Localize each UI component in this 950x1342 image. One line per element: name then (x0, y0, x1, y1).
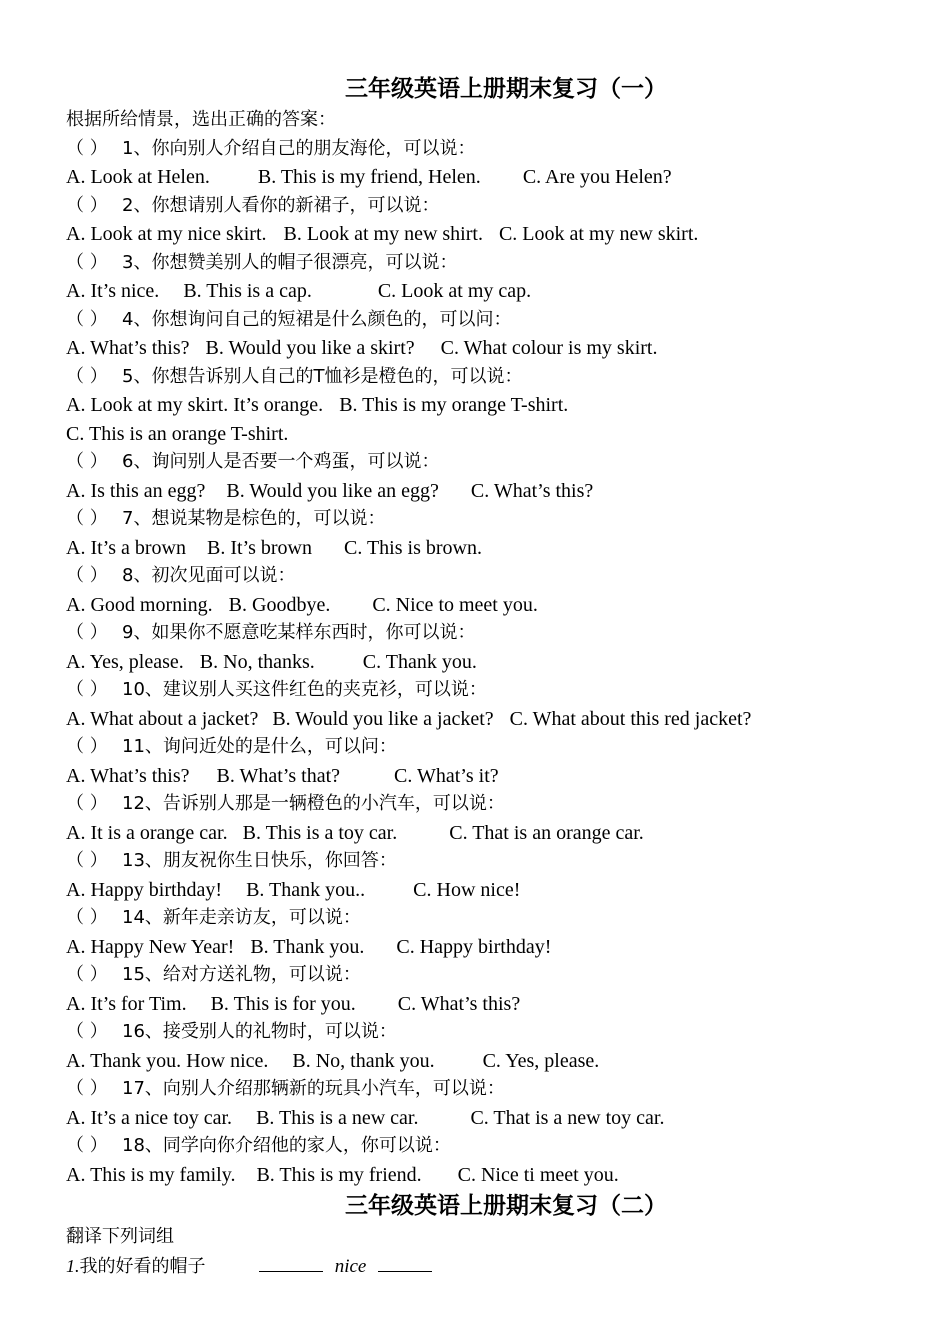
question-prompt (66, 363, 906, 392)
answer-options (66, 391, 906, 420)
answer-options (66, 1047, 906, 1076)
option-a: A. Happy New Year! (66, 935, 235, 958)
answer-options (66, 591, 906, 620)
section1-instruction: 根据所给情景，选出正确的答案： (66, 109, 336, 130)
worksheet-page (66, 72, 906, 1280)
question-text: 5、你想告诉别人自己的T恤衫是橙色的，可以说： (122, 365, 523, 387)
question-prompt (66, 306, 906, 335)
question-prompt (66, 1018, 906, 1047)
question-text: 13、朋友祝你生日快乐，你回答： (122, 850, 397, 871)
answer-options (66, 819, 906, 848)
option-a: A. Is this an egg? (66, 479, 206, 502)
section2-title: 三年级英语上册期末复习（二） (345, 1193, 667, 1219)
option-c: C. Thank you. (362, 650, 477, 673)
translate-item-1 (66, 1252, 906, 1281)
option-a: A. Happy birthday! (66, 878, 223, 901)
answer-options (66, 163, 906, 192)
question-prompt (66, 847, 906, 876)
option-c: C. How nice! (413, 878, 521, 901)
question-text: 10、建议别人买这件红色的夹克衫，可以说： (122, 679, 487, 700)
option-c: C. What colour is my skirt. (440, 337, 658, 359)
option-a: A. What about a jacket? (66, 707, 259, 730)
option-a: A. It’s nice. (66, 280, 160, 302)
answer-options (66, 648, 906, 677)
section1-title: 三年级英语上册期末复习（一） (345, 76, 667, 102)
option-c: C. This is brown. (343, 536, 482, 559)
answer-blank[interactable]: （ ） (66, 850, 108, 871)
option-b: B. No, thank you. (292, 1049, 435, 1072)
question-prompt (66, 904, 906, 933)
answer-blank[interactable]: （ ） (66, 451, 108, 472)
answer-blank[interactable]: （ ） (66, 964, 108, 985)
option-a: A. Good morning. (66, 593, 213, 616)
question-prompt (66, 448, 906, 477)
option-a: A. It’s a brown (66, 536, 186, 559)
question-text: 16、接受别人的礼物时，可以说： (122, 1021, 397, 1042)
option-b: B. This is a new car. (256, 1106, 419, 1129)
option-a: A. What’s this? (66, 337, 190, 359)
option-c: C. What’s this? (397, 992, 521, 1015)
question-prompt (66, 562, 906, 591)
answer-blank[interactable]: （ ） (66, 508, 108, 529)
question-text: 9、如果你不愿意吃某样东西时，你可以说： (122, 622, 476, 643)
answer-options (66, 876, 906, 905)
question-text: 6、询问别人是否要一个鸡蛋，可以说： (122, 451, 440, 472)
answer-blank[interactable]: （ ） (66, 907, 108, 928)
option-b: B. No, thanks. (199, 650, 315, 673)
hint-word: nice (334, 1255, 367, 1277)
answer-options (66, 1104, 906, 1133)
option-a: A. It is a orange car. (66, 821, 228, 844)
answer-blank[interactable]: （ ） (66, 1078, 108, 1099)
question-text: 4、你想询问自己的短裙是什么颜色的，可以问： (122, 308, 512, 330)
question-text: 2、你想请别人看你的新裙子，可以说： (122, 194, 440, 216)
option-c: C. Nice ti meet you. (457, 1163, 619, 1186)
option-b: B. Thank you.. (246, 878, 366, 901)
question-prompt (66, 676, 906, 705)
question-text: 11、询问近处的是什么，可以问： (122, 736, 397, 757)
option-b: B. It’s brown (206, 536, 312, 559)
answer-blank[interactable]: （ ） (66, 251, 108, 273)
option-a: A. It’s for Tim. (66, 992, 187, 1015)
option-c: C. Nice to meet you. (372, 593, 538, 616)
answer-blank[interactable]: （ ） (66, 622, 108, 643)
item-text: 我的好看的帽子 (79, 1255, 206, 1277)
answer-options (66, 220, 906, 249)
question-prompt (66, 790, 906, 819)
option-b: B. This is my orange T-shirt. (339, 394, 569, 416)
option-b: B. This is a toy car. (242, 821, 398, 844)
answer-options (66, 477, 906, 506)
option-c: C. Yes, please. (482, 1049, 600, 1072)
blank-1[interactable] (259, 1255, 323, 1272)
option-c: C. This is an orange T-shirt. (66, 422, 289, 445)
answer-blank[interactable]: （ ） (66, 565, 108, 586)
question-prompt (66, 733, 906, 762)
item-number: 1. (66, 1255, 80, 1276)
answer-options (66, 762, 906, 791)
question-text: 1、你向别人介绍自己的朋友海伦，可以说： (122, 137, 476, 159)
option-a: A. Look at Helen. (66, 166, 210, 188)
answer-options (66, 933, 906, 962)
answer-options (66, 705, 906, 734)
option-c: C. What’s this? (470, 479, 594, 502)
option-b: B. Would you like a jacket? (272, 707, 494, 730)
answer-options (66, 1161, 906, 1190)
option-b: B. Thank you. (250, 935, 365, 958)
answer-options (66, 420, 906, 449)
option-b: B. This is for you. (210, 992, 356, 1015)
answer-blank[interactable]: （ ） (66, 793, 108, 814)
option-c: C. What’s it? (394, 764, 499, 787)
question-text: 3、你想赞美别人的帽子很漂亮，可以说： (122, 251, 458, 273)
option-c: C. That is a new toy car. (470, 1106, 665, 1129)
option-a: A. What’s this? (66, 764, 190, 787)
question-text: 18、同学向你介绍他的家人，你可以说： (122, 1135, 451, 1156)
option-b: B. Would you like an egg? (226, 479, 439, 502)
option-a: A. It’s a nice toy car. (66, 1106, 233, 1129)
option-a: A. Yes, please. (66, 650, 184, 673)
question-prompt (66, 1132, 906, 1161)
section2-instruction: 翻译下列词组 (66, 1226, 174, 1247)
option-b: B. This is my friend. (256, 1163, 422, 1186)
question-prompt (66, 135, 906, 164)
option-b: B. What’s that? (216, 764, 341, 787)
answer-blank[interactable]: （ ） (66, 679, 108, 700)
option-a: A. This is my family. (66, 1163, 236, 1186)
option-a: A. Look at my nice skirt. (66, 223, 267, 245)
option-c: C. That is an orange car. (449, 821, 644, 844)
question-text: 12、告诉别人那是一辆橙色的小汽车，可以说： (122, 793, 505, 814)
answer-options (66, 534, 906, 563)
option-c: C. Are you Helen? (522, 166, 672, 188)
option-c: C. Look at my cap. (377, 280, 532, 302)
answer-blank[interactable]: （ ） (66, 194, 108, 216)
option-c: C. Happy birthday! (396, 935, 552, 958)
question-text: 7、想说某物是棕色的，可以说： (122, 508, 386, 529)
option-b: B. Goodbye. (228, 593, 331, 616)
question-text: 8、初次见面可以说： (122, 565, 296, 586)
answer-options (66, 334, 906, 363)
option-b: B. Look at my new shirt. (283, 223, 483, 245)
answer-blank[interactable]: （ ） (66, 137, 108, 159)
answer-blank[interactable]: （ ） (66, 1021, 108, 1042)
answer-options (66, 277, 906, 306)
answer-blank[interactable]: （ ） (66, 736, 108, 757)
question-list (66, 135, 906, 1190)
option-b: B. This is my friend, Helen. (257, 166, 481, 188)
option-b: B. This is a cap. (183, 280, 312, 302)
answer-blank[interactable]: （ ） (66, 1135, 108, 1156)
question-prompt (66, 1075, 906, 1104)
option-b: B. Would you like a skirt? (205, 337, 415, 359)
question-text: 17、向别人介绍那辆新的玩具小汽车，可以说： (122, 1078, 505, 1099)
answer-blank[interactable]: （ ） (66, 365, 108, 387)
question-text: 15、给对方送礼物，可以说： (122, 964, 361, 985)
question-prompt (66, 619, 906, 648)
question-text: 14、新年走亲访友，可以说： (122, 907, 361, 928)
answer-blank[interactable]: （ ） (66, 308, 108, 330)
option-a: A. Look at my skirt. It’s orange. (66, 394, 324, 416)
option-a: A. Thank you. How nice. (66, 1049, 269, 1072)
question-prompt (66, 961, 906, 990)
question-prompt (66, 249, 906, 278)
question-prompt (66, 505, 906, 534)
option-c: C. Look at my new skirt. (498, 223, 699, 245)
answer-options (66, 990, 906, 1019)
question-prompt (66, 192, 906, 221)
option-c: C. What about this red jacket? (509, 707, 752, 730)
blank-2[interactable] (378, 1255, 432, 1272)
